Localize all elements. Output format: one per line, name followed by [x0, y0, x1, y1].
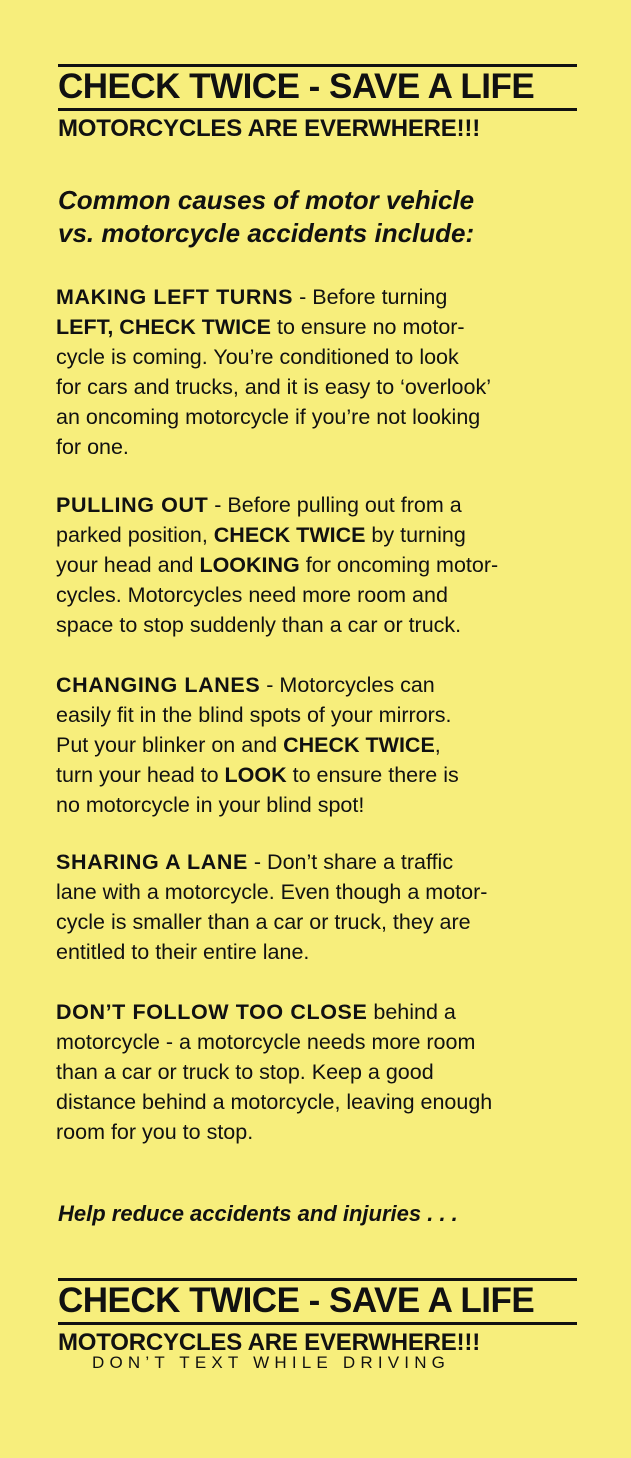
section-emphasis: LOOKING	[199, 553, 300, 577]
footer-note: DON’T TEXT WHILE DRIVING	[92, 1353, 451, 1372]
footer-title: CHECK TWICE - SAVE A LIFE	[58, 1281, 577, 1325]
section-emphasis: CHECK TWICE	[213, 523, 366, 547]
top-header	[58, 64, 578, 144]
section-follow-close	[56, 997, 586, 1147]
section-text: - Don’t share a traffic lane with a motorcycle. Even though a motor- cycle is smaller than a car or truck, they are entitled to their entire lane.	[56, 850, 488, 964]
section-text: by turning your head and	[56, 523, 466, 577]
section-emphasis: LEFT, CHECK TWICE	[56, 315, 271, 339]
section-text: - Motorcycles can easily fit in the blind spots of your mirrors. Put your blinker on and	[56, 673, 452, 757]
section-sharing-lane	[56, 847, 586, 967]
footer-subtitle: MOTORCYCLES ARE EVERWHERE!!!	[58, 1329, 480, 1356]
section-text: for oncoming motor- cycles. Motorcycles need more room and space to stop suddenly than a car or truck.	[56, 553, 499, 637]
section-text: , turn your head to	[56, 733, 441, 787]
intro-text: Common causes of motor vehicle vs. motorcycle accidents include:	[58, 185, 475, 248]
section-text: behind a motorcycle - a motorcycle needs more room than a car or truck to stop. Keep a good distance behind a motorcycle, leaving enough room for you to stop.	[56, 1000, 493, 1144]
page-title: CHECK TWICE - SAVE A LIFE	[58, 67, 577, 111]
section-text: to ensure no motor- cycle is coming. You’re conditioned to look for cars and trucks, and it is easy to ‘overlook’ an oncoming motorcycle if you’re not looking for one.	[56, 315, 491, 459]
section-heading: DON’T FOLLOW TOO CLOSE	[56, 1000, 368, 1024]
section-left-turns	[56, 282, 586, 462]
page-subtitle: MOTORCYCLES ARE EVERWHERE!!!	[58, 115, 480, 142]
section-text: - Before turning	[299, 285, 448, 309]
section-heading: MAKING LEFT TURNS	[56, 285, 294, 309]
section-text: to ensure there is no motorcycle in your blind spot!	[56, 763, 459, 817]
section-changing-lanes	[56, 670, 586, 820]
closing-line: Help reduce accidents and injuries . . .	[58, 1201, 458, 1226]
section-pulling-out	[56, 490, 586, 640]
section-heading: CHANGING LANES	[56, 673, 261, 697]
section-heading: PULLING OUT	[56, 493, 209, 517]
section-heading: SHARING A LANE	[56, 850, 248, 874]
section-emphasis: LOOK	[224, 763, 287, 787]
section-text: - Before pulling out from a parked position,	[56, 493, 462, 547]
bottom-header	[58, 1278, 578, 1358]
section-emphasis: CHECK TWICE	[283, 733, 435, 757]
